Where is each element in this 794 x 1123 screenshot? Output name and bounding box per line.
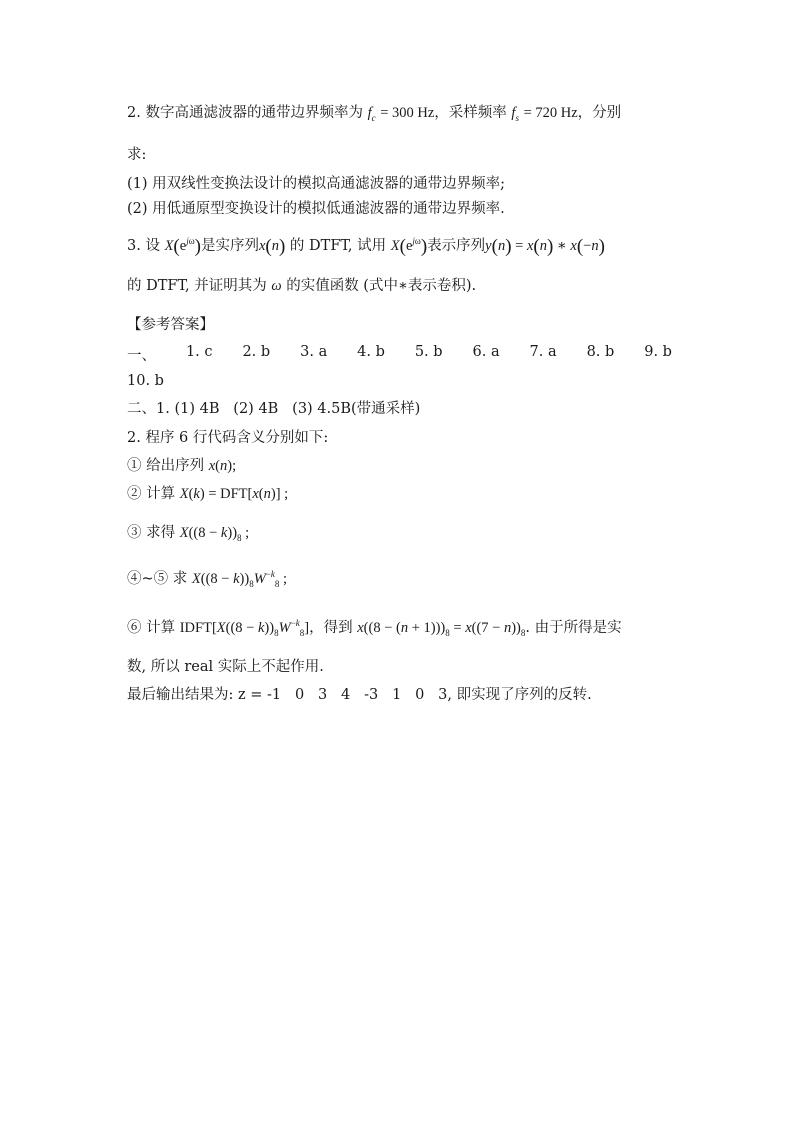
part1-label: 一、 (127, 348, 156, 364)
y-eq: y (485, 238, 492, 254)
final-result: 最后输出结果为: z = -1 0 3 4 -3 1 0 3, 即实现了序列的反转. (127, 687, 592, 703)
X-ejw-2: X (390, 238, 400, 254)
omega-symbol: ω (271, 278, 282, 294)
fc-symbol: $f_c$ (367, 105, 376, 123)
q2-line1 (127, 103, 621, 123)
part2-line: 二、1. (1) 4B (2) 4B (3) 4.5B(带通采样) (127, 401, 421, 417)
q3-mid2: 的 DTFT, 试用 (289, 238, 387, 254)
part2-q2: 2. 程序 6 行代码含义分别如下: (127, 430, 329, 446)
q3-line2-text: 的 DTFT, 并证明其为 (127, 278, 267, 294)
c2-text: ② 计算 (127, 486, 176, 502)
c6-text: ⑥ 计算 (127, 620, 176, 636)
c3-text: ③ 求得 (127, 525, 176, 541)
q3-line2-end: 的实值函数 (式中∗表示卷积). (286, 278, 477, 294)
c6-end: . 由于所得是实 (525, 620, 622, 636)
q3-mid1: 是实序列 (200, 238, 259, 254)
answers-heading: 【参考答案】 (127, 317, 214, 333)
c6-mid: ，得到 (309, 620, 353, 636)
fs-symbol: $f_s$ (511, 105, 519, 123)
answer-item: 4. b (357, 344, 385, 360)
code-line-1: ① 给出序列 x(n); (127, 458, 237, 474)
fs-value: = 720 Hz (523, 105, 578, 121)
answer-item: 7. a (529, 344, 557, 360)
q2-text: 2. 数字高通滤波器的通带边界频率为 (127, 105, 363, 121)
answer-item: 6. a (472, 344, 500, 360)
part1-answers (127, 344, 672, 364)
part1-last: 10. b (127, 373, 164, 389)
fc-value: = 300 Hz (380, 105, 435, 121)
code-line-6: ⑥ 计算 IDFT[X((8 − $k))_8W^{-k}_8$]，得到 $x((8 - (n + 1)))_8 = x((7 - n))_8$. 由于所得是实 (127, 618, 622, 638)
answer-item: 1. c (185, 344, 213, 360)
code-line-2: ② 计算 X(k) = DFT[x(n)] ; (127, 486, 289, 502)
code-line-3: ③ 求得 $X((8 - k))_8$ ; (127, 525, 250, 543)
answer-item: 5. b (414, 344, 443, 360)
q2-mid: ，采样频率 (434, 105, 507, 121)
answer-item: 3. a (300, 344, 328, 360)
c45-text: ④~⑤ 求 (127, 571, 188, 587)
x-n-1: x (258, 238, 266, 254)
answer-item: 2. b (242, 344, 271, 360)
q2-line2: 求: (127, 147, 147, 163)
q2-item2: (2) 用低通原型变换设计的模拟低通滤波器的通带边界频率. (127, 201, 505, 217)
q3-mid3: 表示序列 (427, 238, 486, 254)
answer-item: 9. b (644, 344, 672, 360)
q3-line2 (127, 276, 476, 296)
answer-item: 8. b (586, 344, 615, 360)
q2-item1: (1) 用双线性变换法设计的模拟高通滤波器的通带边界频率; (127, 176, 506, 192)
code-line-45: ④~⑤ 求 $X((8 - k))_8W^{-k}_8$ ; (127, 569, 288, 589)
q3-line1: 3. 设 $X(e^{j\omega})$是实序列x(n) 的 DTFT, 试用 $X(e^{j\omega})$表示序列y(n) = x(n) ∗ x(−n) (127, 236, 605, 257)
q3-prefix: 3. 设 (127, 238, 160, 254)
q2-end: ，分别 (577, 105, 622, 121)
code-line-6-cont: 数, 所以 real 实际上不起作用. (127, 659, 324, 675)
X-ejw-1: X (164, 238, 174, 254)
c1-text: ① 给出序列 (127, 458, 205, 474)
